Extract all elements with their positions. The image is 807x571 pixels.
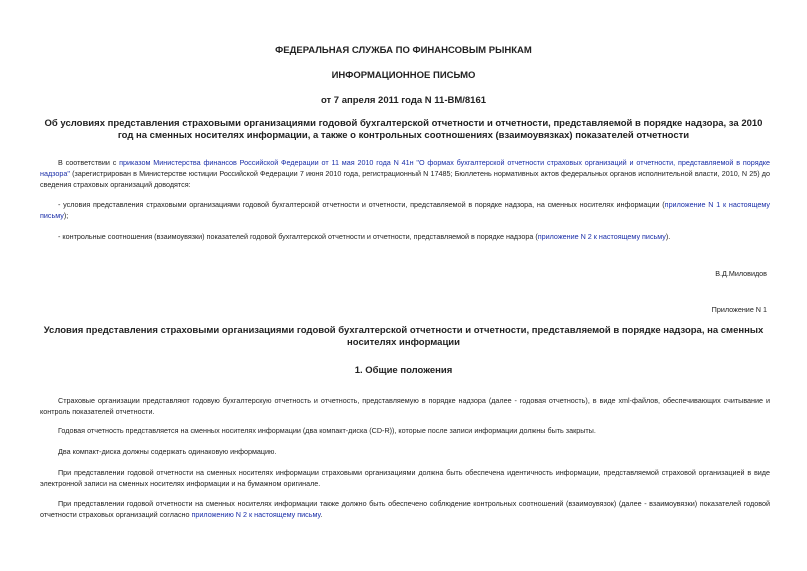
general-paragraph-3: Два компакт-диска должны содержать одинаковую информацию.: [58, 447, 277, 456]
conditions-text-end: );: [63, 211, 69, 220]
general-paragraph-5: [40, 498, 770, 520]
paragraph-5-text: При представлении годовой отчетности на сменных носителях информации также должно быть обеспечено соблюдение контрольных соотношений (взаимоувязок) (далее - взаимоувязки) показателей годовой отчетности страховых организаций согласно: [40, 499, 770, 519]
appendix-title: Условия представления страховыми организациями годовой бухгалтерской отчетности и отчетности, представляемой в порядке надзора, на сменных носителях информации: [43, 325, 764, 348]
intro-text-end: (зарегистрирован в Министерстве юстиции Российской Федерации 7 июня 2010 года, регистрационный N 17485; Бюллетень нормативных актов федеральных органов исполнительной власти, 2010, N 25) до сведения страховых организаций доводятся:: [40, 169, 770, 189]
signature: В.Д.Миловидов: [715, 269, 767, 278]
intro-text-start: В соответствии с: [58, 158, 120, 167]
document-date-number: от 7 апреля 2011 года N 11-ВМ/8161: [320, 95, 487, 106]
order-link[interactable]: приказом Министерства финансов Российской Федерации от 11 мая 2010 года N 41н "О формах бухгалтерской отчетности страховых организаций и отчетности, представляемой в порядке надзора": [40, 158, 770, 178]
document-subject: Об условиях представления страховыми организациями годовой бухгалтерской отчетности и отчетности, представляемой в порядке надзора, за 2010 год на сменных носителях информации, а также о контрольных соотношениях (взаимоувязках) показателей отчетности: [44, 118, 763, 141]
conditions-text: - условия представления страховыми организациями годовой бухгалтерской отчетности и отчетности, представляемой в порядке надзора, на сменных носителях информации (: [58, 200, 665, 209]
general-paragraph-2: Годовая отчетность представляется на сменных носителях информации (два компакт-диска (CD-R)), которые после записи информации должны быть закрыты.: [58, 426, 596, 435]
appendix-2-link-secondary[interactable]: приложению N 2 к настоящему письму: [191, 510, 321, 519]
general-paragraph-1: Страховые организации представляют годовую бухгалтерскую отчетность и отчетность, представляемую в порядке надзора (далее - годовая отчетность), в виде xml-файлов, обеспечивающих считывание и контроль показателей отчетности.: [40, 396, 770, 416]
list-item-control-ratios: [40, 231, 770, 242]
appendix-2-link[interactable]: приложение N 2 к настоящему письму: [537, 232, 666, 241]
appendix-1-link[interactable]: приложение N 1 к настоящему письму: [40, 200, 770, 220]
list-item-conditions: [40, 199, 770, 221]
general-paragraph-4: При представлении годовой отчетности на сменных носителях информации страховыми организациями должна быть обеспечена идентичность информации, представляемой страховой организацией в виде электронной записи на сменных носителях информации и на бумажном оригинале.: [40, 468, 770, 488]
appendix-label: Приложение N 1: [711, 305, 767, 314]
section-title: 1. Общие положения: [354, 365, 453, 376]
paragraph-5-text-end: .: [320, 510, 323, 519]
intro-paragraph: [40, 157, 770, 190]
control-ratios-text-end: ).: [665, 232, 671, 241]
agency-heading: ФЕДЕРАЛЬНАЯ СЛУЖБА ПО ФИНАНСОВЫМ РЫНКАМ: [275, 45, 532, 56]
control-ratios-text: - контрольные соотношения (взаимоувязки) показателей годовой бухгалтерской отчетности и отчетности, представляемой в порядке надзора (: [58, 232, 538, 241]
document-type-heading: ИНФОРМАЦИОННОЕ ПИСЬМО: [331, 70, 476, 81]
